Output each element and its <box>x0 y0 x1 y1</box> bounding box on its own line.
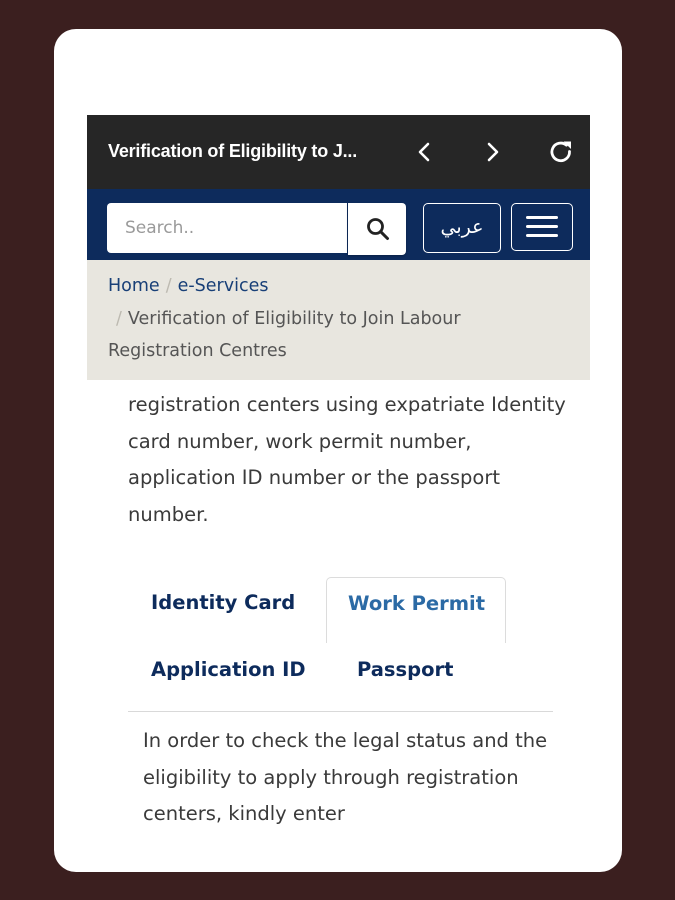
phone-frame <box>54 29 622 872</box>
hamburger-menu-icon-bar <box>526 225 558 228</box>
forward-button[interactable] <box>475 135 509 169</box>
chevron-right-icon <box>475 135 509 169</box>
tab-identity-card[interactable]: Identity Card <box>151 591 296 614</box>
intro-text: registration centers using expatriate Identity card number, work permit number, application ID number or the passport number. <box>128 393 566 526</box>
chevron-left-icon <box>408 135 442 169</box>
back-button[interactable] <box>408 135 442 169</box>
page-title: Verification of Eligibility to J... <box>108 141 358 161</box>
search-icon <box>366 217 390 241</box>
breadcrumb-home-link[interactable]: Home <box>108 276 160 296</box>
tab-work-permit[interactable]: Work Permit <box>326 577 506 643</box>
search-input[interactable] <box>107 203 347 253</box>
hamburger-menu-icon <box>526 216 558 219</box>
tab-application-id[interactable]: Application ID <box>151 658 306 681</box>
tab-panel-text: In order to check the legal status and the eligibility to apply through registration centers, kindly enter <box>143 729 548 825</box>
site-header <box>87 189 590 260</box>
webview-screen <box>87 115 590 825</box>
tab-passport[interactable]: Passport <box>357 658 454 681</box>
browser-toolbar <box>87 115 590 189</box>
search-method-tabs <box>128 577 553 712</box>
reload-button[interactable] <box>544 135 578 169</box>
breadcrumb <box>87 260 590 380</box>
language-toggle-button[interactable]: عربي <box>423 203 501 253</box>
hamburger-menu-button[interactable] <box>511 203 573 251</box>
breadcrumb-eservices-link[interactable]: e-Services <box>177 276 269 296</box>
breadcrumb-separator: / <box>116 308 122 329</box>
reload-icon <box>544 135 578 169</box>
breadcrumb-separator: / <box>165 276 172 296</box>
search-button[interactable] <box>348 203 406 255</box>
hamburger-menu-icon-bar <box>526 234 558 237</box>
breadcrumb-current: Verification of Eligibility to Join Labour Registration Centres <box>108 308 461 361</box>
